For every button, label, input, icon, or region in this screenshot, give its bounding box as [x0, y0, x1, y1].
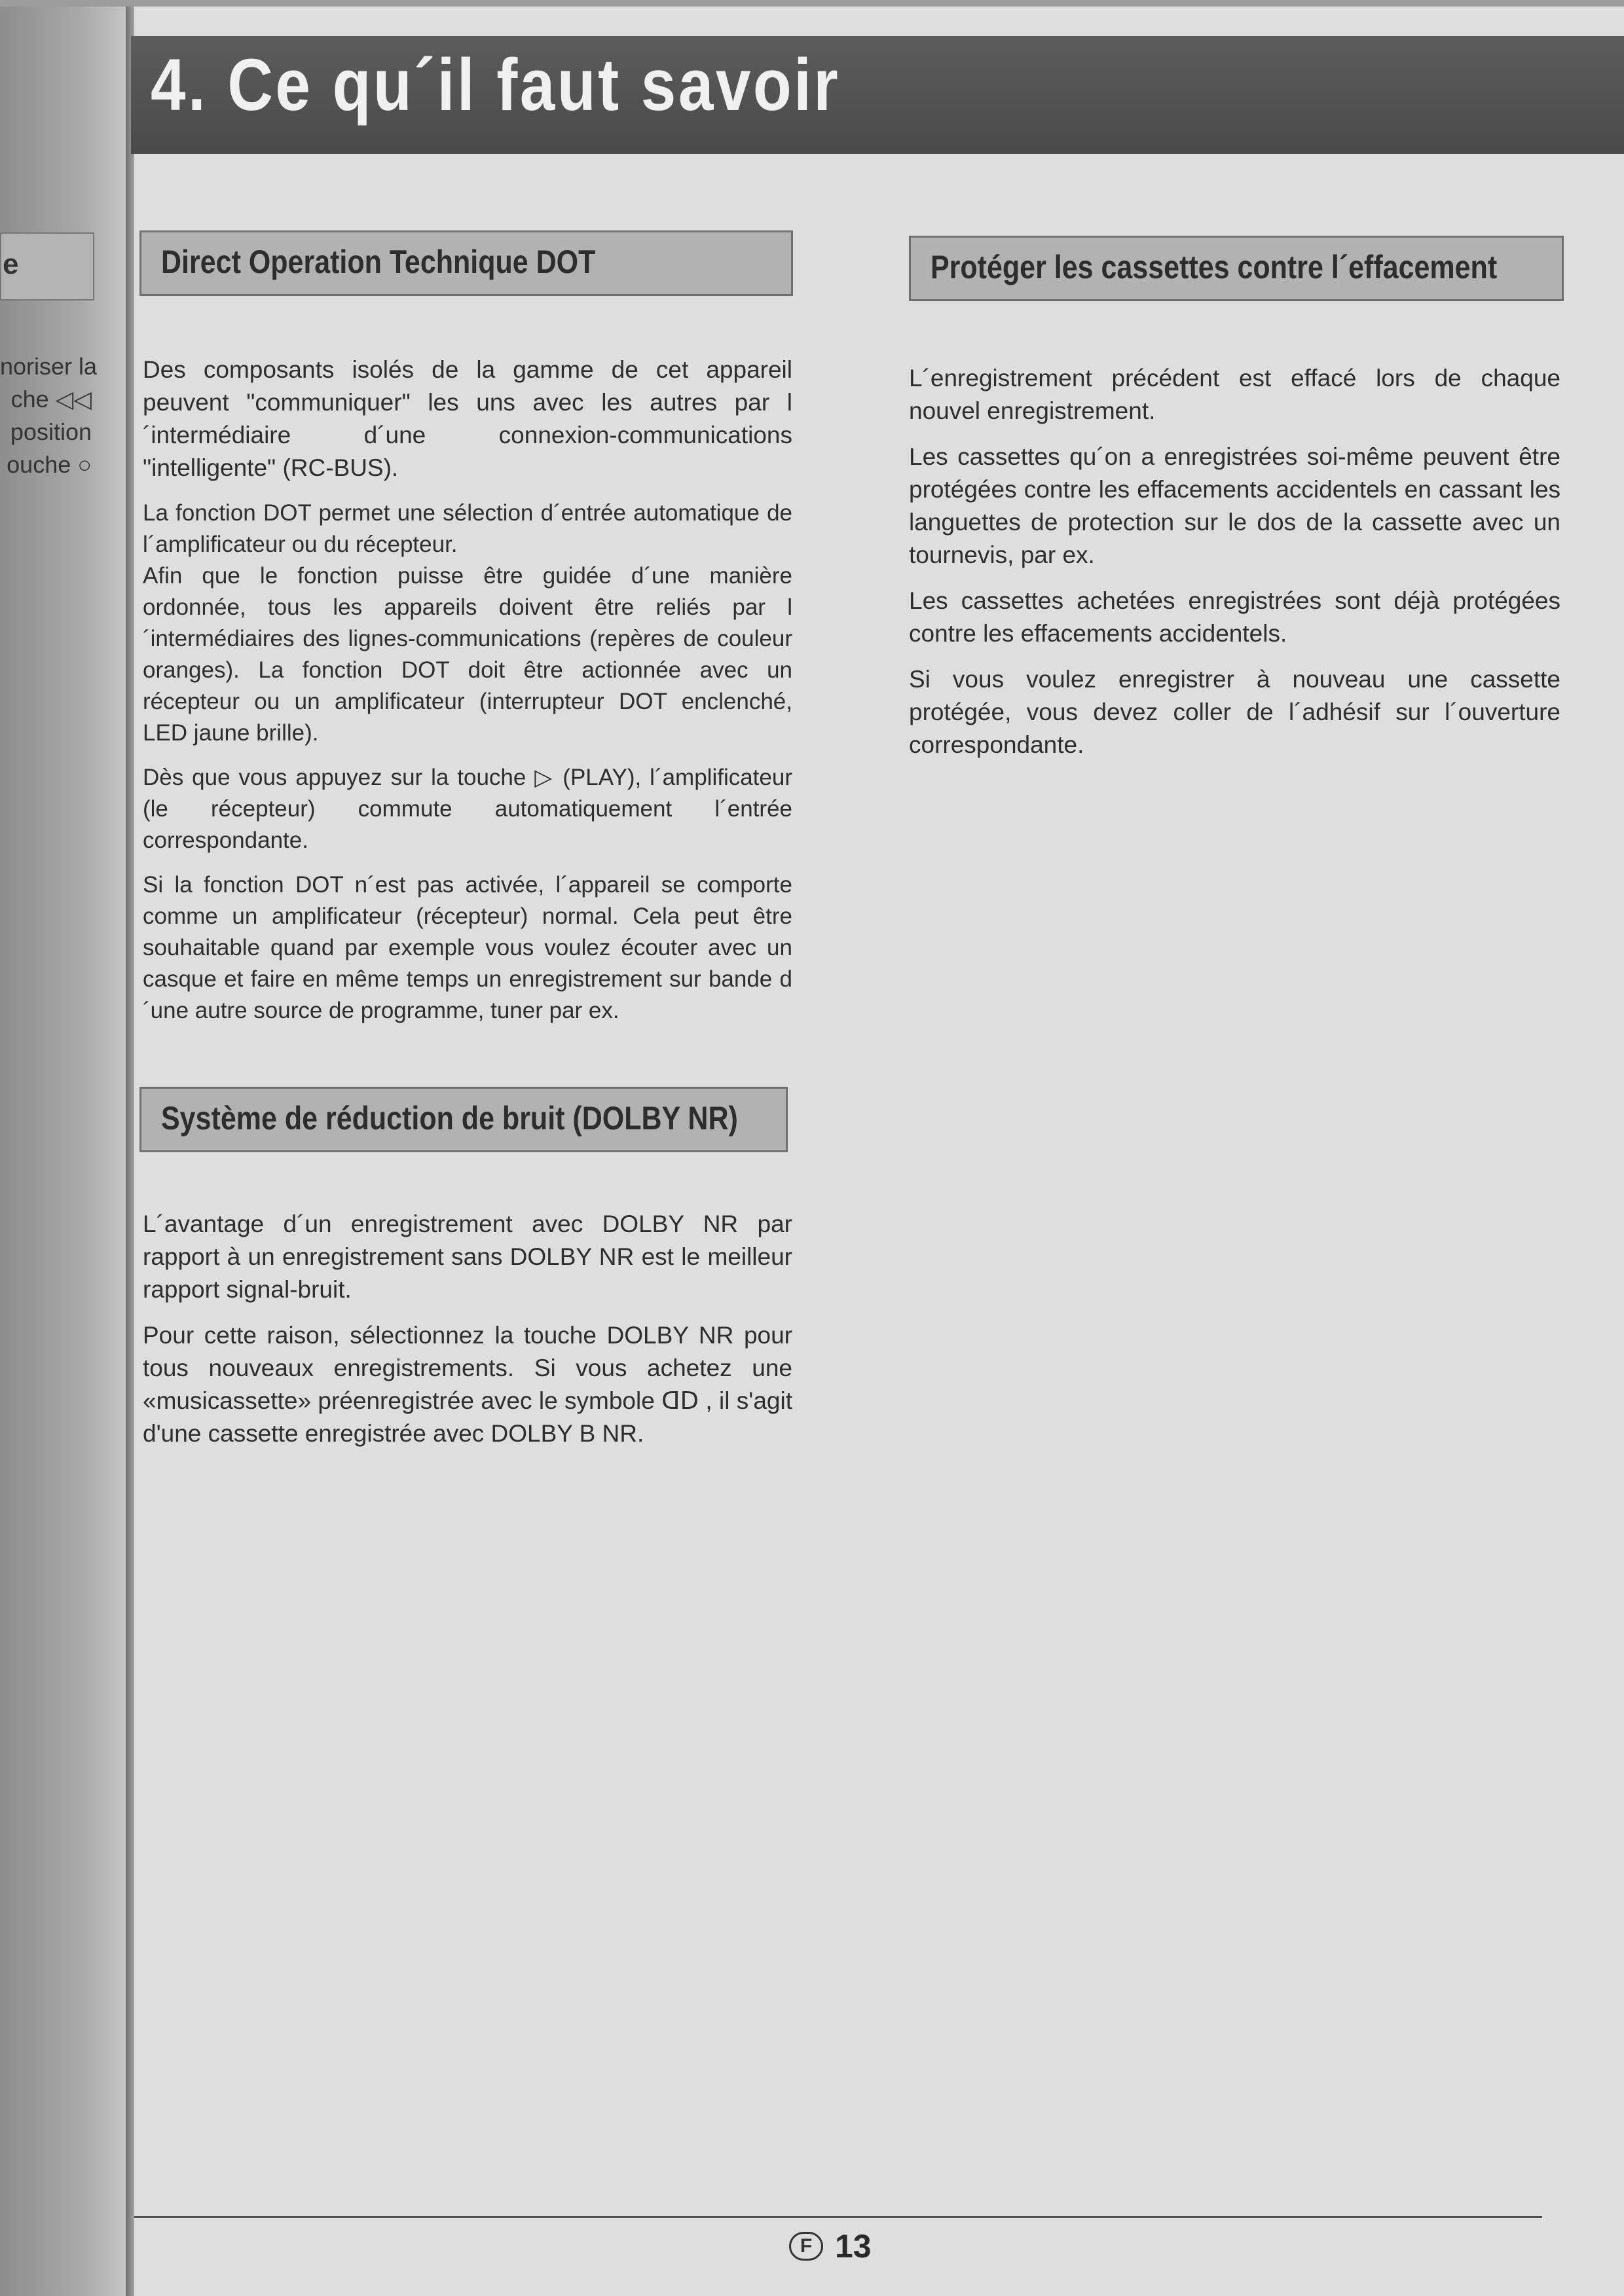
page-footer	[789, 2227, 872, 2265]
section-header-protect	[909, 236, 1564, 301]
language-badge: F	[789, 2232, 823, 2261]
previous-page-line: position	[10, 418, 92, 445]
previous-page-edge	[0, 0, 131, 2296]
section-body-protect	[909, 362, 1560, 774]
section-title-protect: Protéger les cassettes contre l´effacement	[931, 249, 1498, 285]
previous-page-text	[0, 350, 98, 481]
paragraph: Les cassettes qu´on a enregistrées soi-même peuvent être protégées contre les effacements accidentels en cassant les languettes de protection sur le dos de la cassette avec un tournevis, par ex.	[909, 443, 1560, 568]
top-edge-line	[0, 0, 1624, 7]
paragraph: Pour cette raison, sélectionnez la touche DOLBY NR pour tous nouveaux enregistrements. Si vous achetez une «musicassette» préenregistrée avec le symbole ᗡᗞ , il s'agit d'une cassette enregistrée avec DOLBY B NR.	[143, 1322, 792, 1447]
chapter-title: 4. Ce qu´il faut savoir	[151, 44, 841, 126]
paragraph: Dès que vous appuyez sur la touche ▷ (PLAY), l´amplificateur (le récepteur) commute automatiquement l´entrée correspondante.	[143, 765, 792, 853]
section-header-dolby	[139, 1087, 788, 1152]
paragraph: L´avantage d´un enregistrement avec DOLBY NR par rapport à un enregistrement sans DOLBY NR est le meilleur rapport signal-bruit.	[143, 1211, 792, 1303]
previous-page-section-tab	[0, 232, 94, 301]
page-number: 13	[835, 2228, 872, 2265]
section-header-dot	[139, 230, 793, 296]
paragraph: L´enregistrement précédent est effacé lors de chaque nouvel enregistrement.	[909, 365, 1560, 424]
previous-page-line: ouche ○	[7, 451, 92, 478]
section-body-dot	[143, 354, 792, 1040]
paragraph: Afin que le fonction puisse être guidée d´une manière ordonnée, tous les appareils doivent être reliés par l´intermédiaires des lignes-communications (repères de couleur oranges). La fonction DOT doit être actionnée avec un récepteur ou un amplificateur (interrupteur DOT enclenché, LED jaune brille).	[143, 563, 792, 746]
previous-page-tab-char: e	[3, 248, 19, 280]
section-body-dolby	[143, 1208, 792, 1463]
paragraph: Si la fonction DOT n´est pas activée, l´appareil se comporte comme un amplificateur (récepteur) normal. Cela peut être souhaitable quand par exemple vous voulez écouter avec un casque et faire en même temps un enregistrement sur bande d´une autre source de programme, tuner par ex.	[143, 872, 792, 1023]
footer-rule	[134, 2216, 1542, 2218]
previous-page-line: che ◁◁	[10, 386, 92, 412]
paragraph: Des composants isolés de la gamme de cet appareil peuvent "communiquer" les uns avec les autres par l´intermédiaire d´une connexion-communications "intelligente" (RC-BUS).	[143, 356, 792, 481]
previous-page-line: noriser la	[0, 353, 98, 380]
paragraph: Si vous voulez enregistrer à nouveau une cassette protégée, vous devez coller de l´adhésif sur l´ouverture correspondante.	[909, 666, 1560, 758]
paragraph: Les cassettes achetées enregistrées sont déjà protégées contre les effacements accidentels.	[909, 587, 1560, 647]
paragraph: La fonction DOT permet une sélection d´entrée automatique de l´amplificateur ou du récepteur.	[143, 500, 792, 557]
section-title-dolby: Système de réduction de bruit (DOLBY NR)	[161, 1100, 738, 1137]
section-title-dot: Direct Operation Technique DOT	[161, 244, 596, 280]
